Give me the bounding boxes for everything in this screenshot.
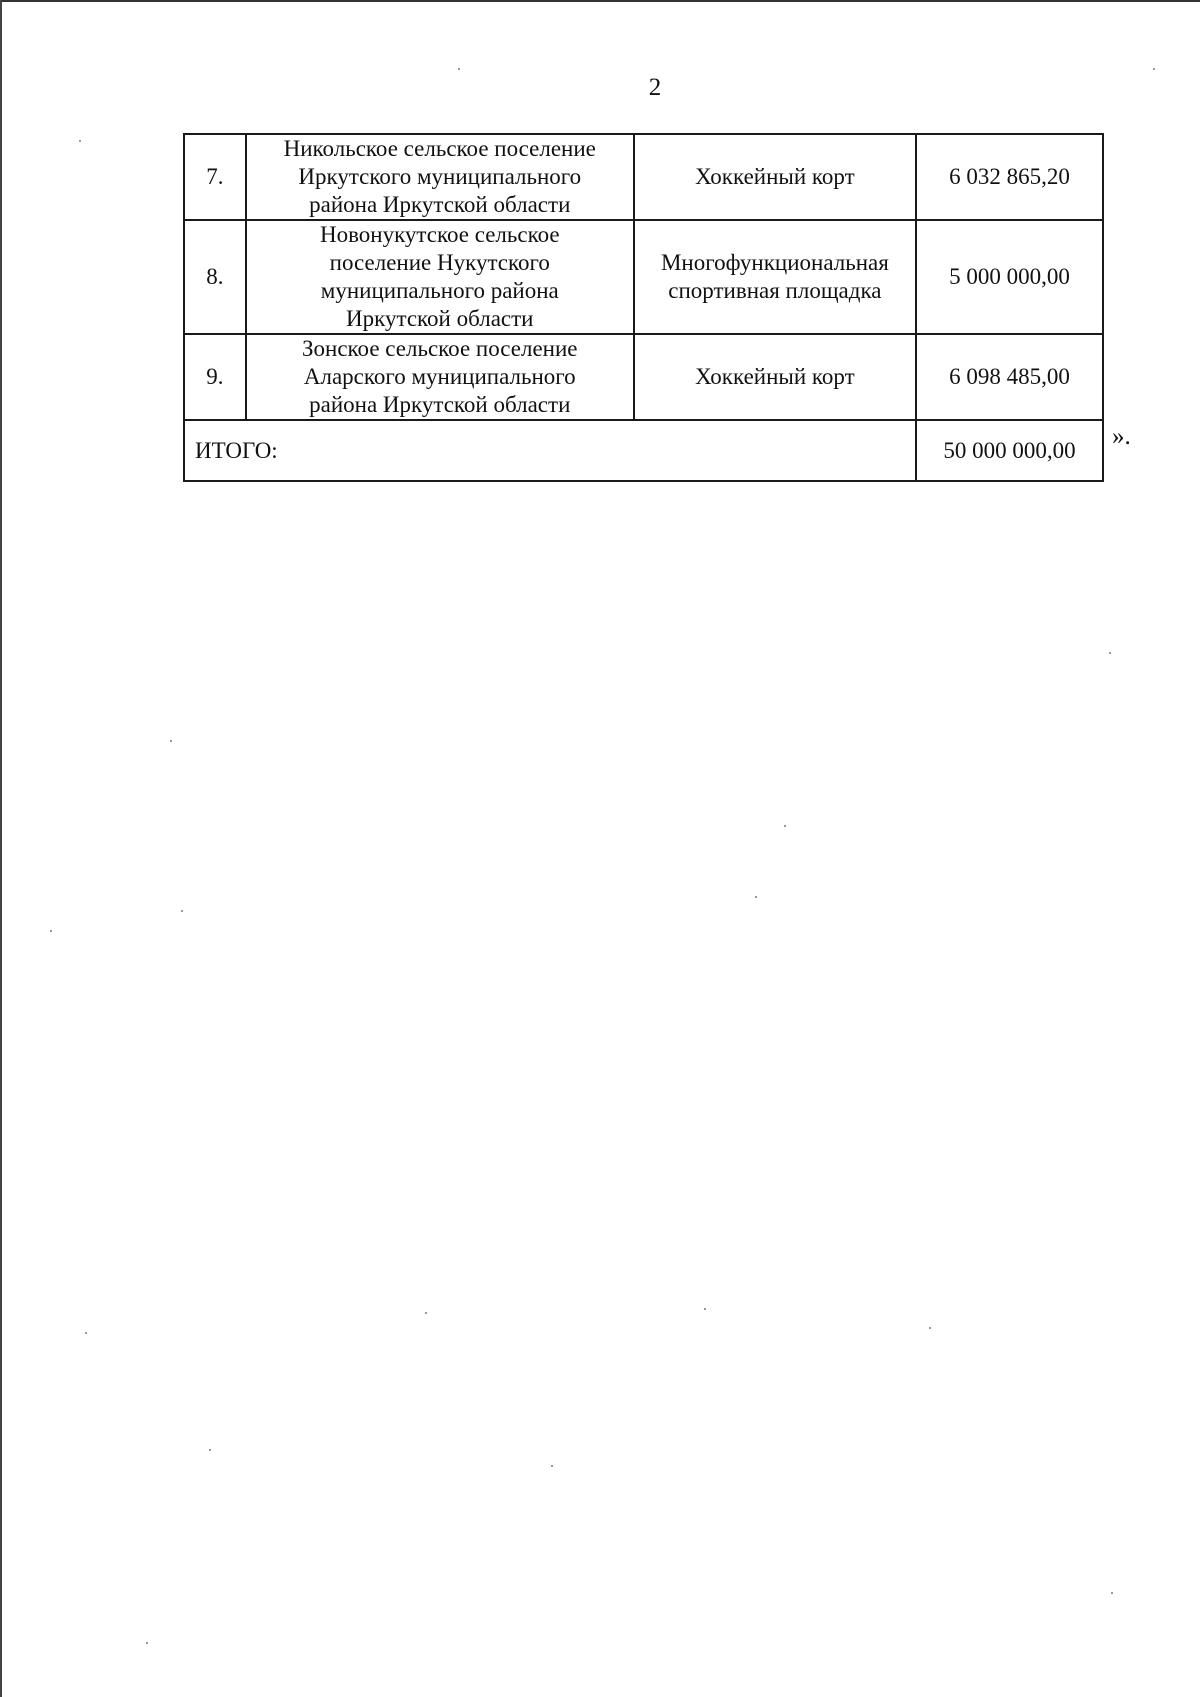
municipality-name	[246, 334, 634, 420]
page-border-top	[0, 0, 1200, 2]
name-line: Зонское сельское поселение	[302, 336, 578, 361]
table-row	[184, 334, 1103, 420]
total-row	[184, 420, 1103, 481]
name-line: Никольское сельское поселение	[283, 136, 596, 161]
scan-speck	[1109, 652, 1111, 654]
total-amount: 50 000 000,00	[916, 420, 1103, 481]
scan-speck	[209, 1449, 211, 1451]
facility-type	[634, 220, 916, 334]
table-row	[184, 220, 1103, 334]
amount: 5 000 000,00	[916, 220, 1103, 334]
name-line: района Иркутской области	[309, 192, 571, 217]
name-line: Иркутского муниципального	[298, 164, 582, 189]
amount: 6 032 865,20	[916, 134, 1103, 220]
name-line: Новонукутское сельское	[319, 222, 560, 247]
name-line: района Иркутской области	[309, 392, 571, 417]
name-line: Аларского муниципального	[303, 364, 576, 389]
scan-speck	[79, 140, 81, 142]
scan-speck	[929, 1327, 931, 1329]
facility-line: спортивная площадка	[668, 278, 882, 303]
scan-speck	[551, 1465, 553, 1467]
name-line: муниципального района	[320, 278, 559, 303]
scan-speck	[146, 1642, 148, 1644]
total-label: ИТОГО:	[184, 420, 916, 481]
page-border-left	[0, 0, 2, 1697]
row-number: 8.	[184, 220, 246, 334]
facility-line: Многофункциональная	[660, 250, 889, 275]
page-number: 2	[648, 74, 662, 101]
scan-speck	[755, 896, 757, 898]
allocation-table	[183, 133, 1104, 482]
facility-line: Хоккейный корт	[695, 164, 855, 189]
municipality-name	[246, 134, 634, 220]
row-number: 9.	[184, 334, 246, 420]
scan-speck	[50, 930, 52, 932]
scan-speck	[458, 68, 460, 70]
scan-speck	[85, 1332, 87, 1334]
scan-speck	[170, 740, 172, 742]
name-line: поселение Нукутского	[329, 250, 550, 275]
municipality-name	[246, 220, 634, 334]
row-number: 7.	[184, 134, 246, 220]
amount: 6 098 485,00	[916, 334, 1103, 420]
facility-type	[634, 334, 916, 420]
scan-speck	[425, 1312, 427, 1314]
scan-speck	[1111, 1592, 1113, 1594]
table-row	[184, 134, 1103, 220]
closing-quote: ».	[1112, 423, 1131, 450]
scan-speck	[704, 1308, 706, 1310]
facility-type	[634, 134, 916, 220]
scan-speck	[784, 825, 786, 827]
scan-speck	[1153, 68, 1155, 70]
scan-speck	[181, 910, 183, 912]
facility-line: Хоккейный корт	[695, 364, 855, 389]
name-line: Иркутской области	[346, 306, 534, 331]
